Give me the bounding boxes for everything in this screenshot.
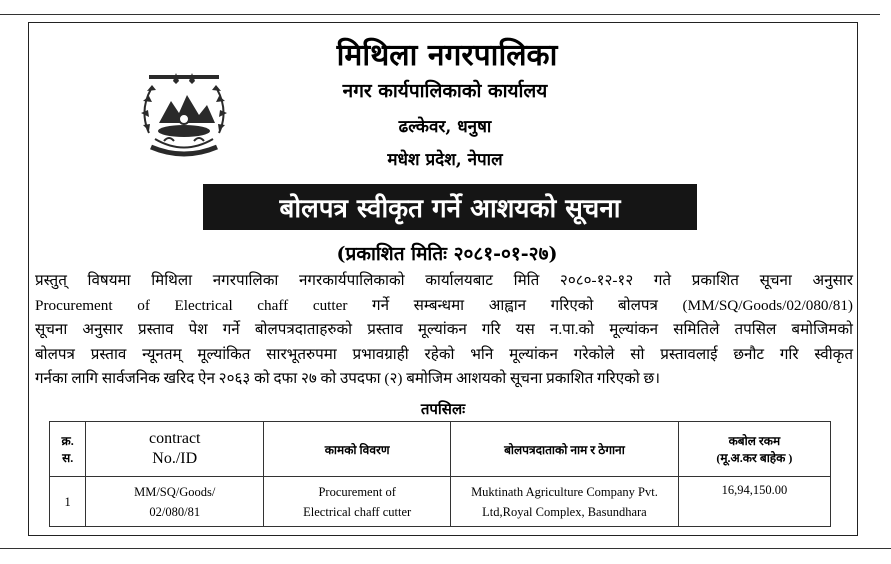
body-line: बोलपत्र प्रस्ताव न्यूनतम् मूल्यांकित सारभूतरुपमा प्रभावग्राही रहेको भनि मूल्यांकन गरेकोले सो प्रस्तावलाई छनौट गरि स्वीकृत [35,345,853,363]
schedule-label: तपसिलः [420,402,466,418]
header-serial-line2: स. [62,451,74,465]
cell-bidder-line1: Muktinath Agriculture Company Pvt. [471,484,658,499]
top-rule [0,14,880,15]
notice-frame [28,22,858,536]
header-contract [86,422,264,477]
office-name: मिथिला नगरपालिका [336,38,558,73]
cell-contract-line2: 02/080/81 [149,504,201,519]
notice-title: बोलपत्र स्वीकृत गर्ने आशयको सूचना [279,194,621,224]
office-subtitle: नगर कार्यपालिकाको कार्यालय [342,80,548,102]
notice-title-banner [203,184,697,230]
table-row [50,477,831,527]
cell-description-line2: Electrical chaff cutter [303,504,412,519]
header-contract-line1: contract [148,430,201,447]
award-table [49,421,831,527]
cell-contract-line1: MM/SQ/Goods/ [134,484,216,499]
body-line: गर्नका लागि सार्वजनिक खरिद ऐन २०६३ को दफा २७ को उपदफा (२) बमोजिम आशयको सूचना प्रकाशित गरिएको छ। [35,370,660,387]
bottom-rule [0,548,891,549]
header-description: कामको विवरण [264,422,451,477]
header-amount [678,422,830,477]
body-line: प्रस्तुत् विषयमा मिथिला नगरपालिका नगरकार्यपालिकाको कार्यालयबाट मिति २०८०-१२-१२ गते प्रकाशित सूचना अनुसार [35,272,853,289]
body-line: सूचना अनुसार प्रस्ताव पेश गर्ने बोलपत्रदाताहरुको प्रस्ताव मूल्यांकन गरि यस न.पा.को मूल्यांकन समितिले तपसिल बमोजिमको [35,321,853,338]
publish-date: (प्रकाशित मितिः २०८१-०१-२७) [336,243,558,265]
table-header-row [50,422,831,477]
notice-body [35,269,853,392]
cell-contract [86,477,264,527]
header-serial [50,422,86,477]
cell-description [264,477,451,527]
header-amount-line1: कबोल रकम [728,434,781,448]
header-contract-line2: No./ID [152,450,198,467]
office-location: ढल्केवर, धनुषा [398,117,492,137]
header-bidder: बोलपत्रदाताको नाम र ठेगाना [451,422,679,477]
header-amount-line2: (मू.अ.कर बाहेक ) [716,451,793,465]
cell-amount: 16,94,150.00 [678,477,830,527]
cell-description-line1: Procurement of [318,484,396,499]
header-serial-line1: क्र. [61,434,74,448]
cell-bidder [451,477,679,527]
cell-serial: 1 [50,477,86,527]
cell-bidder-line2: Ltd,Royal Complex, Basundhara [482,504,647,519]
body-line: Procurement of Electrical chaff cutter गर्ने सम्बन्धमा आह्वान गरिएको बोलपत्र (MM/SQ/Goods/02/080/81) [35,296,853,314]
office-province: मधेश प्रदेश, नेपाल [387,150,503,170]
